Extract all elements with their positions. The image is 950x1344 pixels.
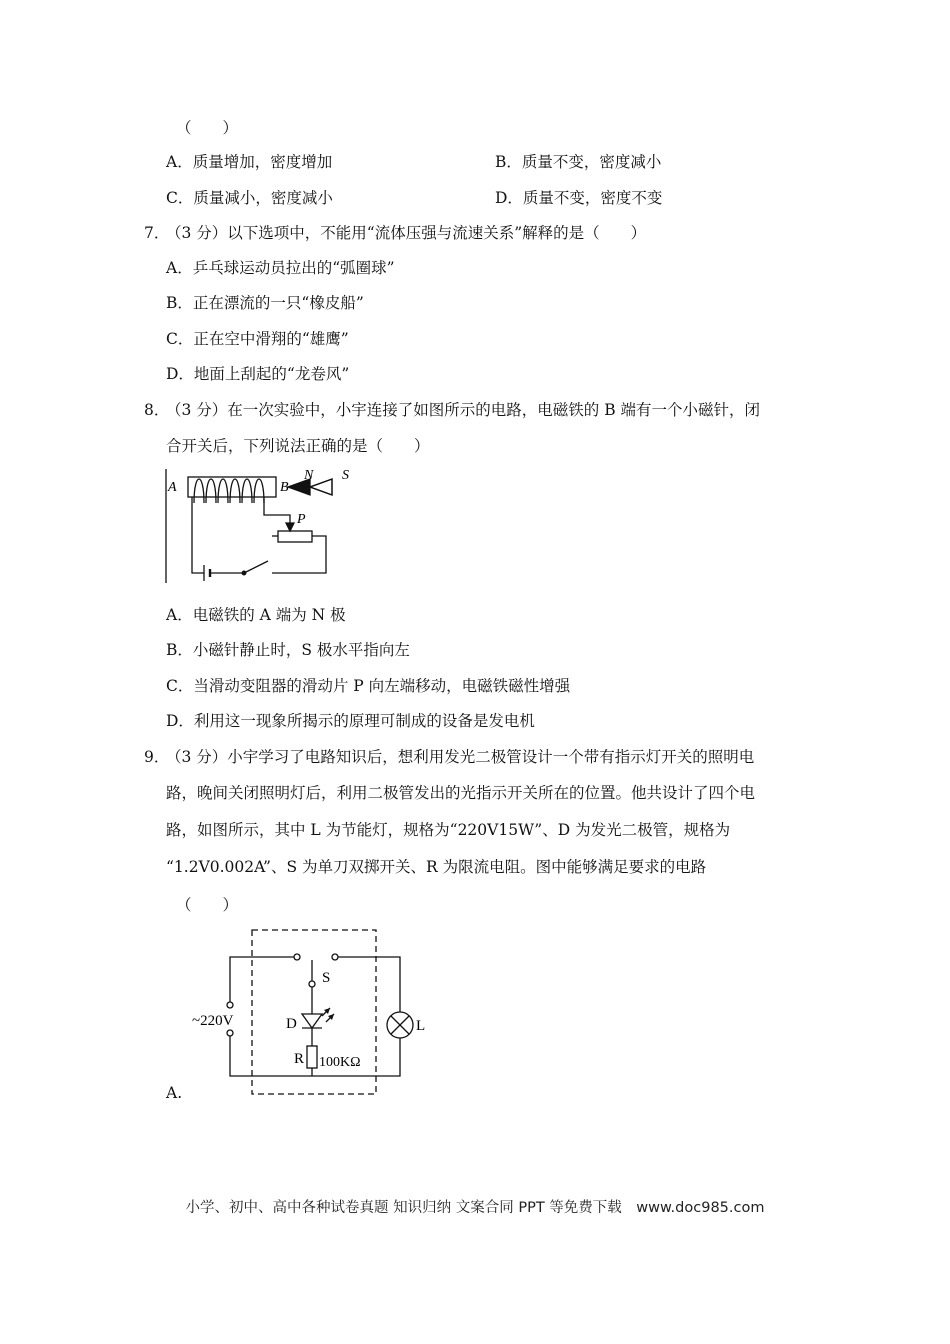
q6-option-d[interactable]: D．质量不变，密度不变 — [495, 189, 663, 207]
q9-resistor-value: 100KΩ — [319, 1055, 361, 1070]
q9-option-a[interactable]: A. — [166, 1084, 183, 1102]
q9-switch-contact-left — [294, 954, 300, 960]
q9-stem-line3: 路，如图所示，其中 L 为节能灯，规格为“220V15W”、D 为发光二极管，规格为 — [166, 821, 731, 839]
q7-option-b[interactable]: B．正在漂流的一只“橡皮船” — [166, 294, 364, 312]
q8-wire-left — [192, 497, 204, 573]
q9-resistor-label: R — [294, 1051, 305, 1067]
q9-stem-line5: （ ） — [176, 896, 239, 914]
q9-stem-line4: “1.2V0.002A”、S 为单刀双掷开关、R 为限流电阻。图中能够满足要求的电路 — [166, 858, 707, 876]
q8-label-s: S — [342, 468, 349, 483]
q9-diode-triangle — [302, 1014, 322, 1028]
q9-switch-label: S — [322, 970, 331, 986]
q9-switch-contact-right — [332, 954, 338, 960]
q9-source-label: ~220V — [192, 1013, 234, 1029]
q9-switch-pivot — [309, 981, 315, 987]
q8-switch-blade — [244, 561, 268, 573]
q8-label-b: B — [280, 480, 289, 495]
q6-option-b[interactable]: B．质量不变，密度减小 — [495, 153, 662, 171]
q7-option-d[interactable]: D．地面上刮起的“龙卷风” — [166, 365, 350, 383]
q9-lamp-label: L — [416, 1018, 426, 1034]
q9-wire-top-left — [230, 957, 294, 1002]
q8-option-c[interactable]: C．当滑动变阻器的滑动片 P 向左端移动，电磁铁磁性增强 — [166, 677, 571, 695]
page-footer: 小学、初中、高中各种试卷真题 知识归纳 文案合同 PPT 等免费下载 www.doc985.com — [185, 1200, 765, 1216]
q9-number: 9． — [144, 748, 170, 766]
q9-resistor — [307, 1046, 317, 1068]
q9-source-terminal-bottom — [227, 1030, 233, 1036]
q6-paren: （ ） — [176, 119, 239, 137]
q8-label-p: P — [297, 512, 306, 527]
q9-diode-label: D — [286, 1016, 297, 1032]
q7-option-c[interactable]: C．正在空中滑翔的“雄鹰” — [166, 330, 349, 348]
q7-option-a[interactable]: A．乒乓球运动员拉出的“弧圈球” — [166, 259, 395, 277]
q8-circuit-figure — [164, 465, 364, 587]
q8-number: 8． — [144, 401, 170, 419]
q8-option-d[interactable]: D．利用这一现象所揭示的原理可制成的设备是发电机 — [166, 712, 535, 730]
q7-stem: （3 分）以下选项中，不能用“流体压强与流速关系”解释的是（ ） — [166, 224, 647, 242]
q8-rheostat — [278, 531, 312, 542]
q7-number: 7． — [144, 224, 170, 242]
q9-wire-bottom — [230, 1036, 400, 1076]
q9-source-terminal-top — [227, 1002, 233, 1008]
q8-stem-line2: 合开关后，下列说法正确的是（ ） — [166, 437, 430, 455]
q6-option-a[interactable]: A．质量增加，密度增加 — [166, 153, 333, 171]
q9-circuit-figure-a — [190, 926, 430, 1101]
q8-coil — [194, 479, 264, 503]
q8-stem-line1: （3 分）在一次实验中，小宇连接了如图所示的电路，电磁铁的 B 端有一个小磁针，闭 — [166, 401, 761, 419]
q9-stem-line2: 路，晚间关闭照明灯后，利用二极管发出的光指示开关所在的位置。他共设计了四个电 — [166, 784, 756, 802]
q8-label-n: N — [304, 468, 314, 483]
q8-option-a[interactable]: A．电磁铁的 A 端为 N 极 — [166, 606, 346, 624]
q8-option-b[interactable]: B．小磁针静止时，S 极水平指向左 — [166, 641, 410, 659]
q8-slider-arrow — [286, 523, 294, 531]
q9-stem-line1: （3 分）小宇学习了电路知识后，想利用发光二极管设计一个带有指示灯开关的照明电 — [166, 748, 755, 766]
q6-option-c[interactable]: C．质量减小，密度减小 — [166, 189, 333, 207]
q9-wire-top-right — [338, 957, 400, 1012]
q8-label-a: A — [168, 480, 177, 495]
